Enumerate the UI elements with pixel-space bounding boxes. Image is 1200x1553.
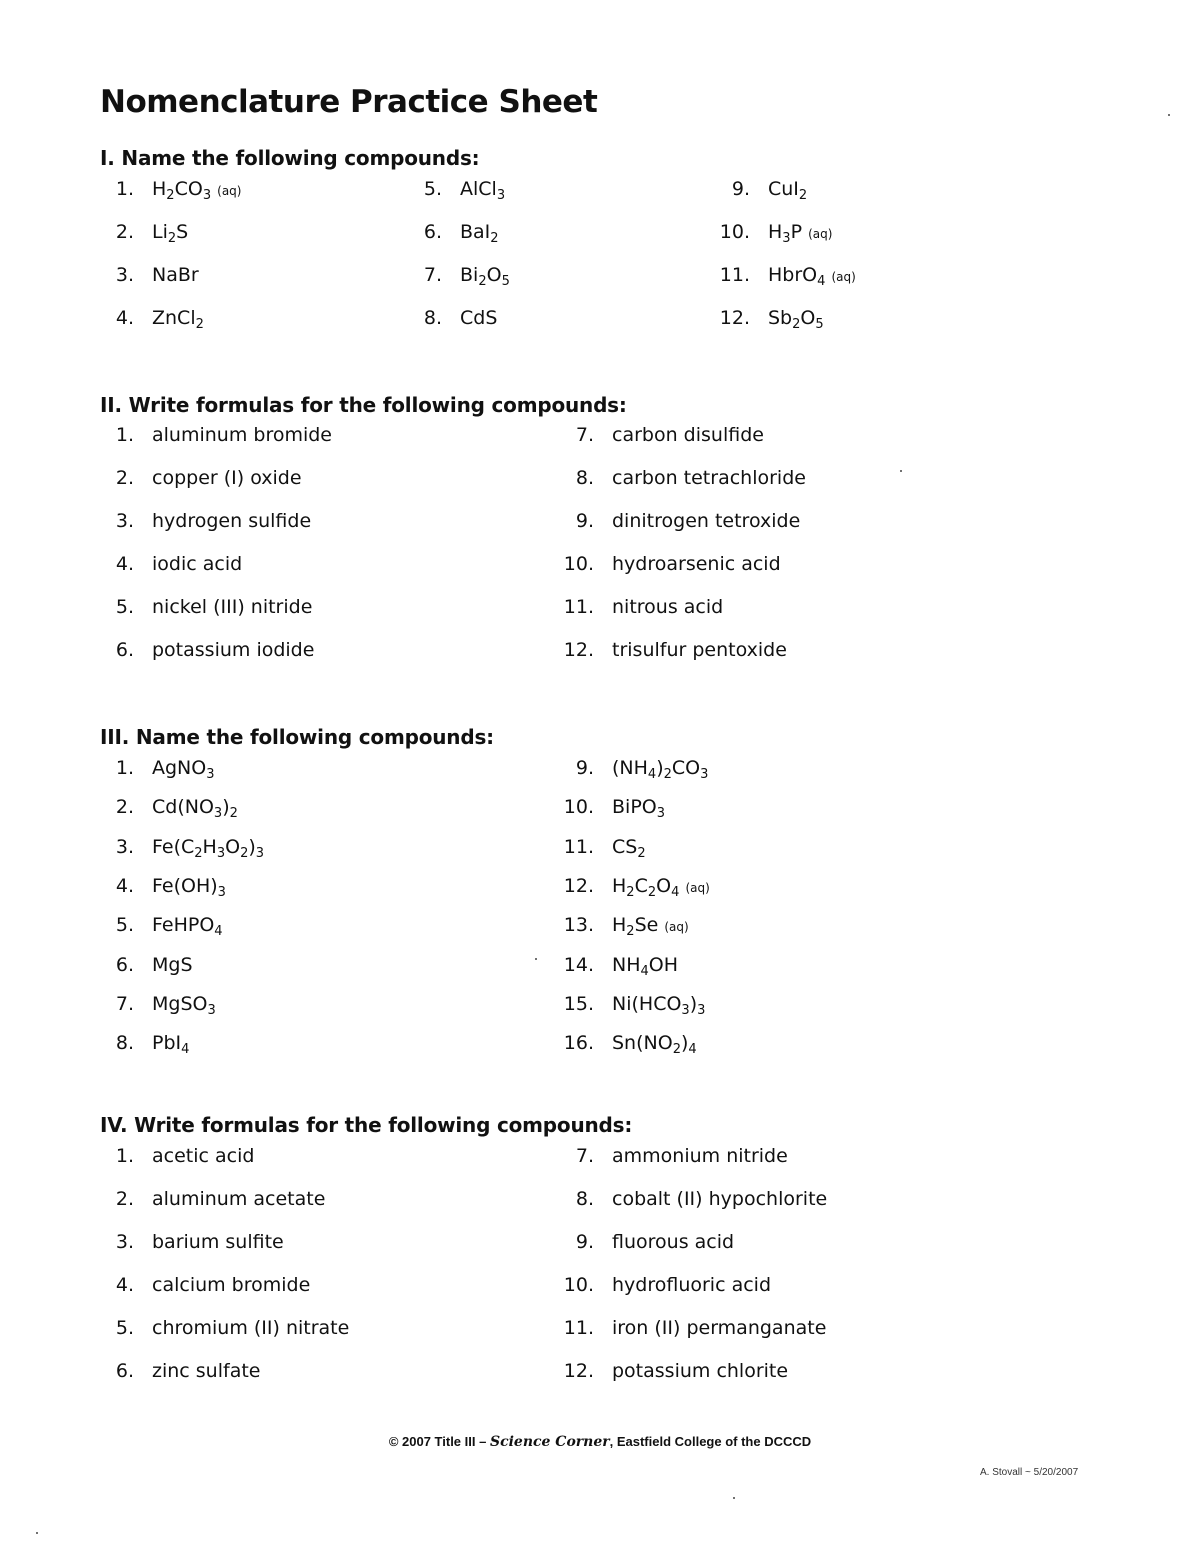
item-number: 6. — [115, 1360, 134, 1382]
item-text: potassium iodide — [152, 639, 315, 661]
item-text: aluminum acetate — [152, 1188, 326, 1210]
footer-copyright — [0, 1434, 1200, 1450]
item-number: 3. — [115, 836, 134, 858]
item-text: hydrogen sulfide — [152, 510, 312, 532]
item-number: 12. — [563, 875, 594, 897]
item-number: 5. — [423, 178, 442, 200]
item-text: copper (I) oxide — [152, 467, 302, 489]
item-number: 2. — [115, 796, 134, 818]
item-text: $Fe(OH)_3$ — [152, 875, 226, 900]
item-text: $(NH_4)_2CO_3$ — [612, 757, 709, 782]
item-number: 3. — [115, 510, 134, 532]
item-number: 9. — [575, 1231, 594, 1253]
item-text: AgNO$_3$ — [152, 757, 215, 782]
footer-prefix: © 2007 Title III – — [388, 1434, 490, 1449]
item-number: 3. — [115, 264, 134, 286]
page-title: Nomenclature Practice Sheet — [100, 84, 598, 120]
item-text: $Cd(NO_3)_2$ — [152, 796, 238, 821]
item-text: $H_2CO_3$ (aq) — [152, 178, 242, 203]
item-text: CuI$_2$ — [768, 178, 808, 203]
item-text: acetic acid — [152, 1145, 255, 1167]
item-number: 4. — [115, 553, 134, 575]
scan-speck — [733, 1497, 735, 1499]
item-text: CdS — [460, 307, 498, 329]
section-4-heading: IV. Write formulas for the following compounds: — [100, 1113, 633, 1137]
item-number: 2. — [115, 467, 134, 489]
item-number: 7. — [423, 264, 442, 286]
item-number: 10. — [719, 221, 750, 243]
item-number: 6. — [423, 221, 442, 243]
item-text: $H_2C_2O_4$ (aq) — [612, 875, 710, 900]
item-text: $CS_2$ — [612, 836, 646, 861]
item-text: MgS — [152, 954, 193, 976]
item-number: 1. — [115, 424, 134, 446]
item-number: 8. — [575, 1188, 594, 1210]
item-text: $Li_2S$ — [152, 221, 189, 246]
item-number: 6. — [115, 954, 134, 976]
section-2-heading: II. Write formulas for the following compounds: — [100, 393, 627, 417]
item-number: 9. — [731, 178, 750, 200]
item-number: 12. — [563, 639, 594, 661]
item-number: 12. — [719, 307, 750, 329]
item-text: zinc sulfate — [152, 1360, 261, 1382]
item-number: 5. — [115, 596, 134, 618]
item-number: 9. — [575, 757, 594, 779]
item-text: carbon disulfide — [612, 424, 764, 446]
item-text: $H_2Se$ (aq) — [612, 914, 689, 939]
item-text: aluminum bromide — [152, 424, 332, 446]
item-text: BaI$_2$ — [460, 221, 499, 246]
item-number: 6. — [115, 639, 134, 661]
item-text: $H_3P$ (aq) — [768, 221, 833, 246]
item-number: 1. — [115, 1145, 134, 1167]
section-1-heading: I. Name the following compounds: — [100, 146, 480, 170]
item-number: 10. — [563, 1274, 594, 1296]
item-text: ZnCl$_2$ — [152, 307, 204, 332]
item-number: 8. — [115, 1032, 134, 1054]
item-text: $NH_4OH$ — [612, 954, 679, 979]
item-number: 7. — [575, 1145, 594, 1167]
item-text: cobalt (II) hypochlorite — [612, 1188, 828, 1210]
item-text: dinitrogen tetroxide — [612, 510, 801, 532]
item-number: 14. — [563, 954, 594, 976]
item-text: nitrous acid — [612, 596, 724, 618]
item-number: 12. — [563, 1360, 594, 1382]
scan-speck — [36, 1532, 38, 1534]
item-number: 11. — [563, 596, 594, 618]
item-number: 4. — [115, 1274, 134, 1296]
item-number: 5. — [115, 1317, 134, 1339]
item-text: ammonium nitride — [612, 1145, 788, 1167]
item-number: 10. — [563, 796, 594, 818]
item-text: $Fe(C_2H_3O_2)_3$ — [152, 836, 265, 861]
item-text: HbrO$_4$ (aq) — [768, 264, 856, 289]
item-text: $Sb_2O_5$ — [768, 307, 824, 332]
item-number: 1. — [115, 757, 134, 779]
scan-speck — [900, 470, 902, 472]
item-text: PbI$_4$ — [152, 1032, 190, 1057]
item-number: 5. — [115, 914, 134, 936]
item-number: 2. — [115, 221, 134, 243]
item-text: NaBr — [152, 264, 199, 286]
item-text: $Bi_2O_5$ — [460, 264, 510, 289]
scan-speck — [535, 958, 537, 960]
item-text: BiPO$_3$ — [612, 796, 666, 821]
item-number: 11. — [719, 264, 750, 286]
item-text: carbon tetrachloride — [612, 467, 806, 489]
item-text: fluorous acid — [612, 1231, 735, 1253]
item-number: 11. — [563, 1317, 594, 1339]
item-text: potassium chlorite — [612, 1360, 789, 1382]
item-text: hydrofluoric acid — [612, 1274, 772, 1296]
item-text: $Sn(NO_2)_4$ — [612, 1032, 697, 1057]
item-number: 8. — [423, 307, 442, 329]
item-text: $Ni(HCO_3)_3$ — [612, 993, 706, 1018]
item-number: 8. — [575, 467, 594, 489]
item-text: iron (II) permanganate — [612, 1317, 827, 1339]
item-text: MgSO$_3$ — [152, 993, 216, 1018]
item-text: barium sulfite — [152, 1231, 284, 1253]
item-number: 9. — [575, 510, 594, 532]
item-number: 7. — [115, 993, 134, 1015]
item-number: 15. — [563, 993, 594, 1015]
item-text: iodic acid — [152, 553, 243, 575]
item-text: chromium (II) nitrate — [152, 1317, 350, 1339]
section-3-heading: III. Name the following compounds: — [100, 725, 494, 749]
item-number: 4. — [115, 875, 134, 897]
item-text: nickel (III) nitride — [152, 596, 313, 618]
item-text: FeHPO$_4$ — [152, 914, 223, 939]
item-text: calcium bromide — [152, 1274, 311, 1296]
item-number: 2. — [115, 1188, 134, 1210]
scan-speck — [1168, 114, 1170, 116]
footer-suffix: , Eastfield College of the DCCCD — [609, 1434, 812, 1449]
item-text: hydroarsenic acid — [612, 553, 781, 575]
item-number: 3. — [115, 1231, 134, 1253]
item-number: 4. — [115, 307, 134, 329]
item-number: 7. — [575, 424, 594, 446]
item-number: 11. — [563, 836, 594, 858]
item-text: AlCl$_3$ — [460, 178, 506, 203]
footer-brand: Science Corner — [489, 1434, 610, 1450]
author-credit: A. Stovall ~ 5/20/2007 — [980, 1467, 1079, 1478]
item-number: 1. — [115, 178, 134, 200]
item-number: 13. — [563, 914, 594, 936]
item-number: 16. — [563, 1032, 594, 1054]
item-text: trisulfur pentoxide — [612, 639, 787, 661]
item-number: 10. — [563, 553, 594, 575]
